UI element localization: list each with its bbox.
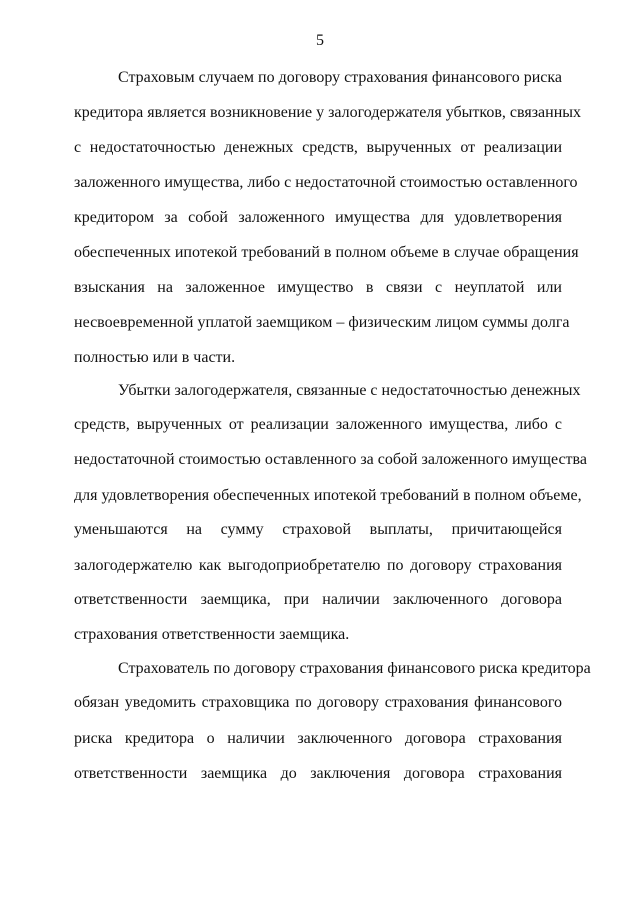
text-line: кредитором за собой заложенного имущества для удовлетворения — [74, 209, 562, 226]
text-line: ответственности заемщика, при наличии заключенного договора — [74, 591, 562, 608]
text-line: Страхователь по договору страхования финансового риска кредитора — [118, 660, 591, 677]
text-line: кредитора является возникновение у залогодержателя убытков, связанных — [74, 104, 582, 121]
text-line: недостаточной стоимостью оставленного за собой заложенного имущества — [74, 451, 587, 468]
text-line: несвоевременной уплатой заемщиком – физическим лицом суммы долга — [74, 314, 570, 331]
text-line: риска кредитора о наличии заключенного договора страхования — [74, 730, 562, 747]
text-line: обеспеченных ипотекой требований в полном объеме в случае обращения — [74, 244, 579, 261]
text-line: с недостаточностью денежных средств, вырученных от реализации — [74, 139, 562, 156]
text-line: ответственности заемщика до заключения договора страхования — [74, 765, 562, 782]
text-line: Убытки залогодержателя, связанные с недостаточностью денежных — [118, 382, 581, 399]
text-line: для удовлетворения обеспеченных ипотекой требований в полном объеме, — [74, 487, 582, 504]
page-number: 5 — [316, 32, 324, 49]
text-line: полностью или в части. — [74, 349, 236, 366]
text-line: взыскания на заложенное имущество в связи с неуплатой или — [74, 279, 562, 296]
text-line: средств, вырученных от реализации заложенного имущества, либо с — [74, 416, 562, 433]
text-line: уменьшаются на сумму страховой выплаты, причитающейся — [74, 521, 562, 538]
text-line: Страховым случаем по договору страхования финансового риска — [118, 69, 563, 86]
text-line: обязан уведомить страховщика по договору страхования финансового — [74, 694, 562, 711]
text-line: заложенного имущества, либо с недостаточной стоимостью оставленного — [74, 174, 578, 191]
text-line: страхования ответственности заемщика. — [74, 626, 350, 643]
text-line: залогодержателю как выгодоприобретателю по договору страхования — [74, 557, 562, 574]
